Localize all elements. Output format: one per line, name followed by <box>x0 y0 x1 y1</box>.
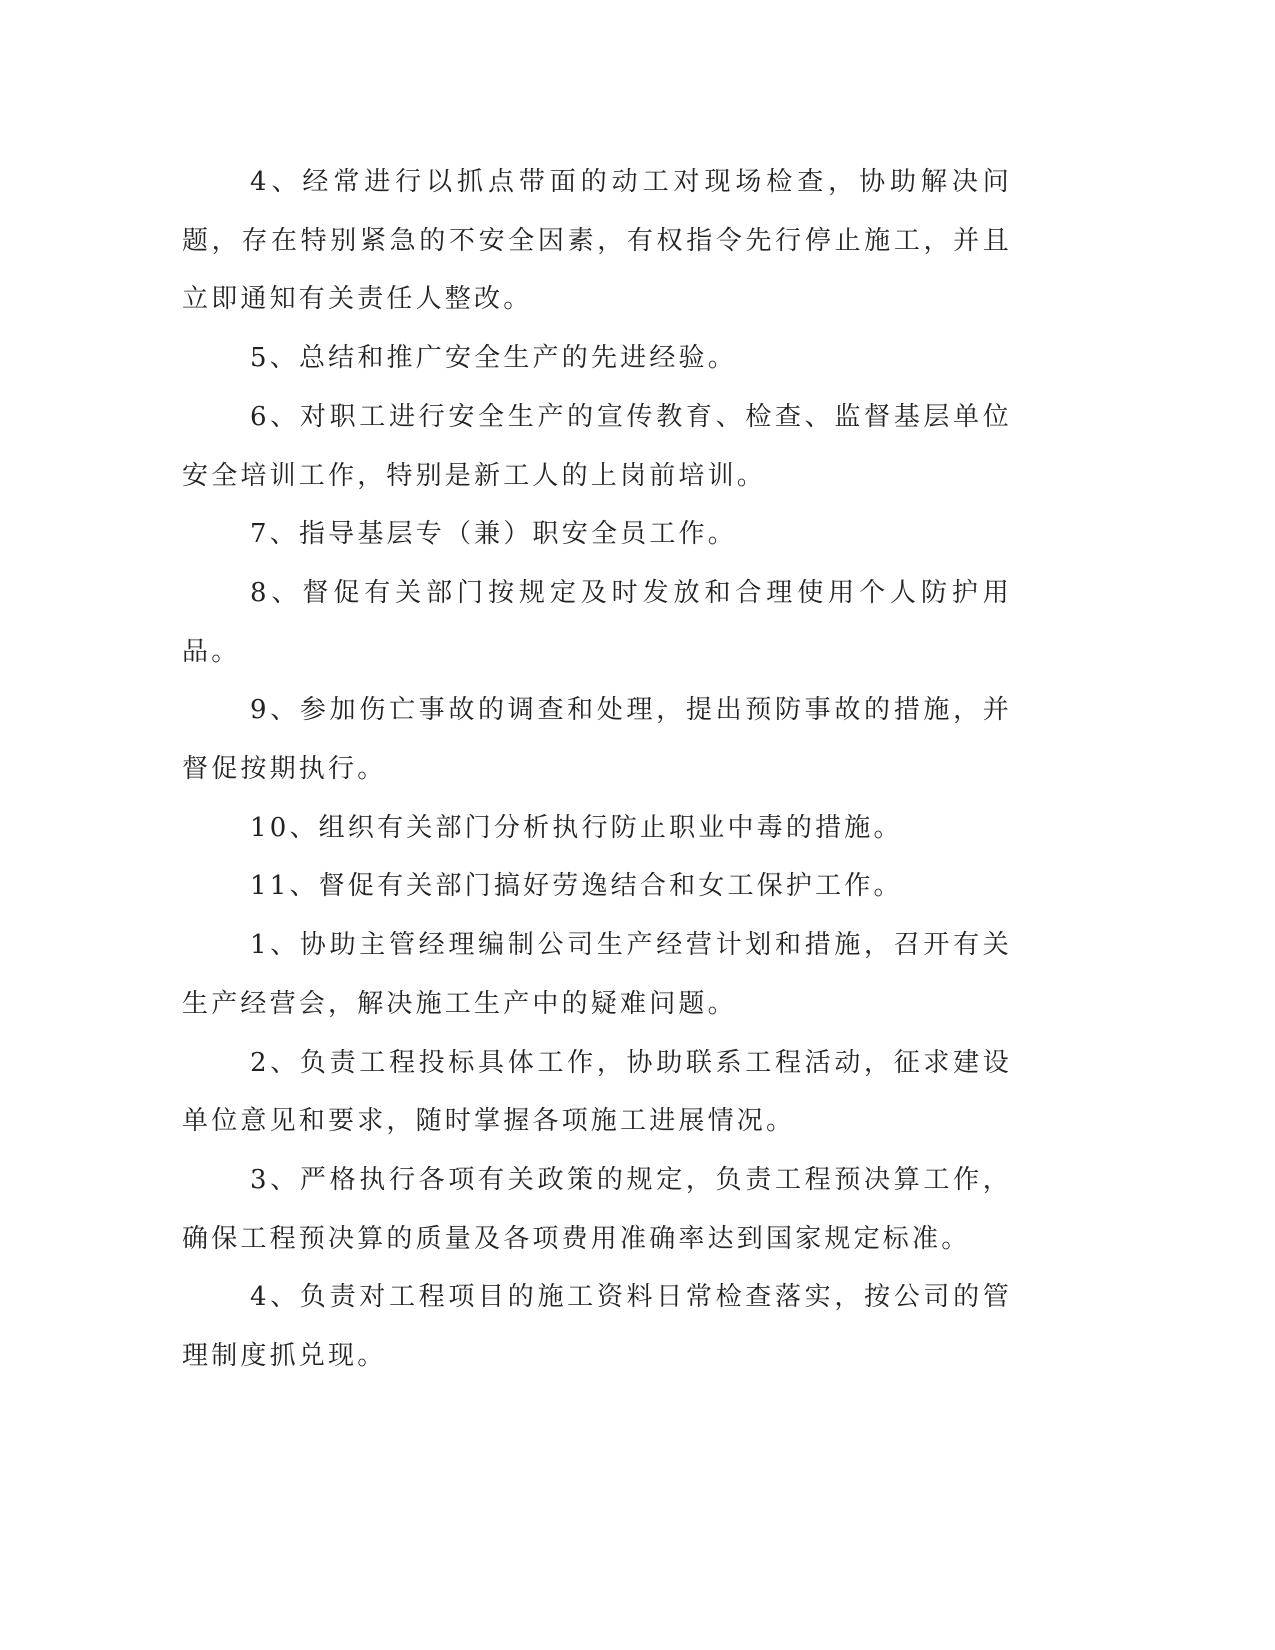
paragraph-item-9: 9、参加伤亡事故的调查和处理，提出预防事故的措施，并督促按期执行。 <box>182 695 1012 785</box>
paragraph-item-10: 10、组织有关部门分析执行防止职业中毒的措施。 <box>250 812 903 843</box>
paragraph-item-5: 5、总结和推广安全生产的先进经验。 <box>250 343 737 374</box>
document-body <box>182 153 1012 1386</box>
paragraph-item-6: 6、对职工进行安全生产的宣传教育、检查、监督基层单位安全培训工作，特别是新工人的上岗前培训。 <box>182 401 1012 491</box>
paragraph-item-7: 7、指导基层专（兼）职安全员工作。 <box>250 519 737 550</box>
paragraph-item-8: 8、督促有关部门按规定及时发放和合理使用个人防护用品。 <box>182 577 1012 667</box>
paragraph-item-11: 11、督促有关部门搞好劳逸结合和女工保护工作。 <box>250 871 903 902</box>
paragraph-item-2: 2、负责工程投标具体工作，协助联系工程活动，征求建设单位意见和要求，随时掌握各项施工进展情况。 <box>182 1047 1012 1137</box>
paragraph-item-4: 4、经常进行以抓点带面的动工对现场检查，协助解决问题，存在特别紧急的不安全因素，有权指令先行停止施工，并且立即通知有关责任人整改。 <box>182 167 1012 315</box>
paragraph-item-3: 3、严格执行各项有关政策的规定，负责工程预决算工作，确保工程预决算的质量及各项费用准确率达到国家规定标准。 <box>182 1164 1012 1254</box>
paragraph-item-1: 1、协助主管经理编制公司生产经营计划和措施，召开有关生产经营会，解决施工生产中的疑难问题。 <box>182 930 1012 1019</box>
paragraph-item-4b: 4、负责对工程项目的施工资料日常检查落实，按公司的管理制度抓兑现。 <box>182 1282 1012 1372</box>
